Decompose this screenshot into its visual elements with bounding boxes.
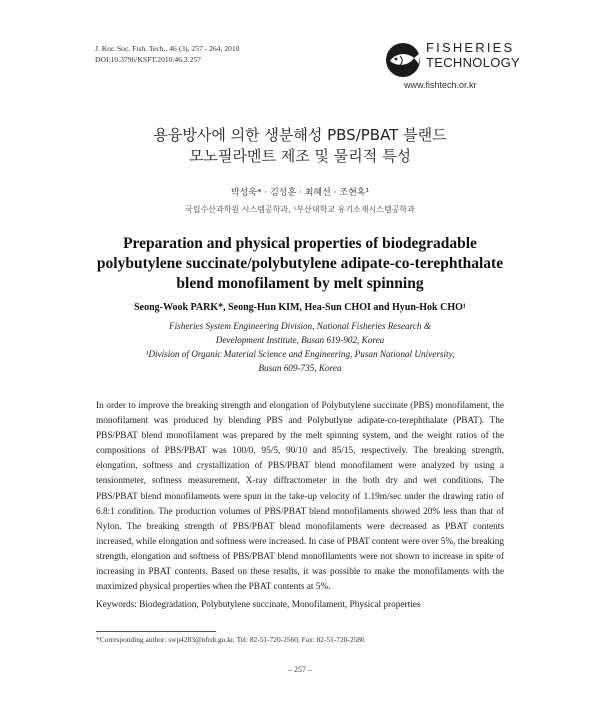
korean-title-line-1: 용융방사에 의한 생분해성 PBS/PBAT 블랜드	[153, 126, 447, 144]
english-title-line-3: blend monofilament by melt spinning	[176, 275, 424, 292]
journal-url: www.fishtech.or.kr	[404, 80, 477, 90]
page-number: – 257 –	[288, 665, 312, 674]
korean-authors: 박성욱* · 김성훈 · 최혜선 · 조현혹¹	[230, 188, 370, 198]
english-title-line-2: polybutylene succinate/polybutylene adipate-co-terephthalate	[96, 255, 504, 272]
affiliation-line-3: ¹Division of Organic Material Science and Engineering, Pusan National University,	[145, 349, 455, 359]
logo-text-fisheries: FISHERIES	[426, 40, 515, 55]
affiliation-line-2: Development Institute, Busan 619-902, Korea	[215, 335, 385, 345]
korean-title-line-2: 모노필라멘트 제조 및 물리적 특성	[189, 147, 411, 165]
english-title-line-1: Preparation and physical properties of biodegradable	[123, 235, 477, 252]
english-title	[0, 234, 600, 294]
korean-affiliation: 국립수산과학원 시스템공학과, ¹부산대학교 유기소재시스템공학과	[185, 205, 415, 214]
keywords: Keywords: Biodegradation, Polybutylene succinate, Monofilament, Physical properties	[96, 600, 421, 610]
abstract-text: In order to improve the breaking strength and elongation of Polybutylene succinate (PBS) monofilament, the monofilament was produced by blending PBS and Polybutlyne adipate-co-terephthalate (PBAT). The PBS/PBAT blend monofilament was prepared by the melt spinning system, and the weight ratios of the compositions of PBS/PBAT was 100/0, 95/5, 90/10 and 85/15, respectively. The breaking strength, elongation, softness and crystallization of PBS/PBAT blend monofilament were analyzed by using a tensionmeter, softness measurement, X-ray diffractometer in the both dry and wet conditions. The PBS/PBAT blend monofilaments were spun in the take-up velocity of 1.19m/sec under the drawing ratio of 6.8:1 condition. The production volumes of PBS/PBAT blend monofilaments showed 20% less than that of Nylon. The breaking strength of PBS/PBAT blend monofilaments were decreased as PBAT contents increased, while elongation and softness were increased. In case of PBAT content were over 5%, the breaking strength, elongation and softness of PBS/PBAT blend monofilaments were not shown to increase in spite of increasing in PBAT contents. Based on these results, it was possible to make the monofilaments with the maximized physical properties when the PBAT contents at 5%.	[96, 401, 504, 593]
logo-text-technology: TECHNOLOGY	[426, 55, 521, 70]
footnote-rule	[96, 631, 216, 632]
english-affiliation	[0, 319, 600, 375]
corresponding-author-footnote: *Corresponding author: swp4283@nfrdi.go.kr, Tel: 82-51-720-2560, Fax: 82-51-720-2586	[96, 635, 365, 644]
affiliation-line-4: Busan 609-735, Korea	[258, 363, 342, 373]
korean-title	[0, 125, 600, 167]
english-authors: Seong-Wook PARK*, Seong-Hun KIM, Hea-Sun CHOI and Hyun-Hok CHO¹	[134, 302, 466, 313]
citation-line-1: J. Kor. Soc. Fish. Tech., 46 (3), 257 - 264, 2010	[95, 44, 240, 53]
journal-citation	[95, 43, 239, 65]
affiliation-line-1: Fisheries System Engineering Division, National Fisheries Research &	[169, 321, 431, 331]
doi-line: DOI:10.3796/KSFT.2010.46.3.257	[95, 55, 201, 64]
fish-logo-icon	[383, 40, 423, 80]
